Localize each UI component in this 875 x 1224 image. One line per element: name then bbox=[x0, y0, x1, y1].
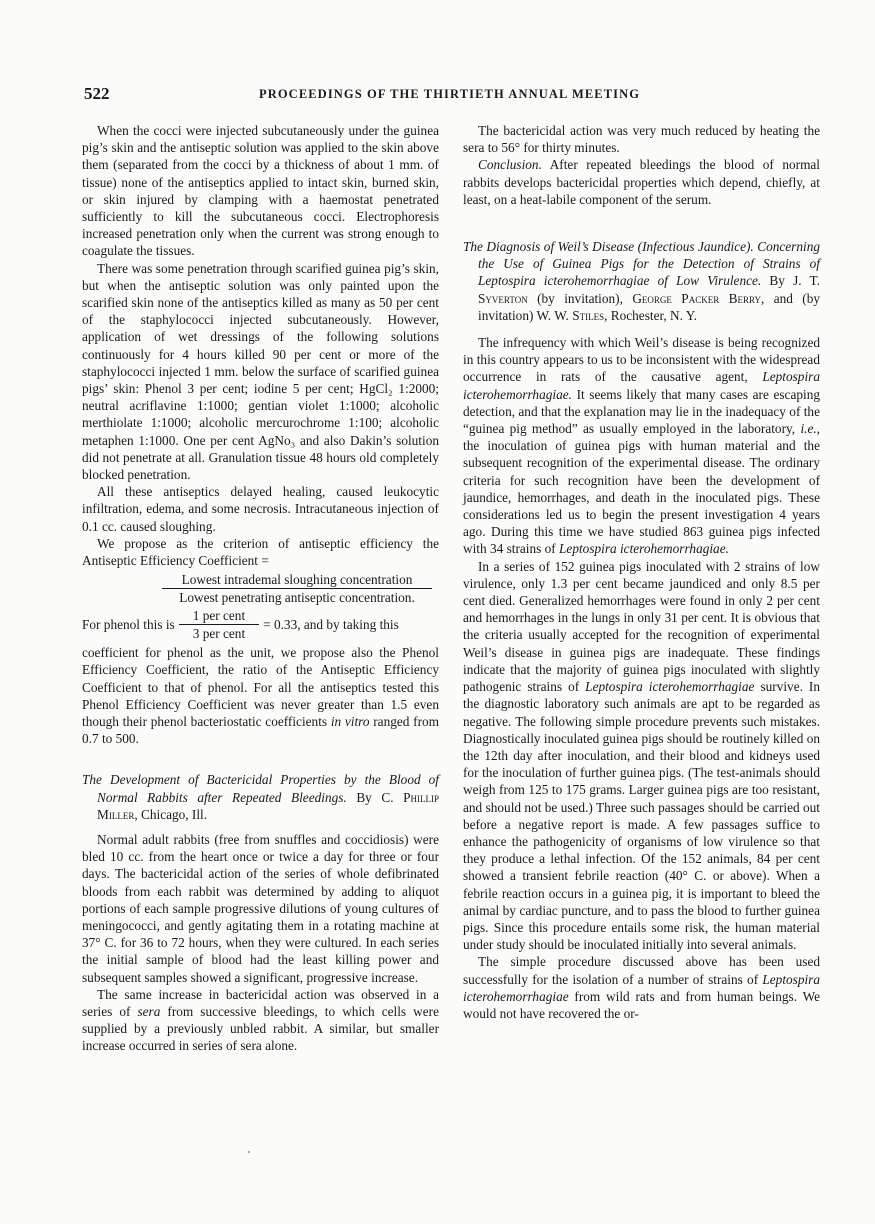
byline-by: By J. T. bbox=[769, 273, 821, 289]
text-run: the inoculation of guinea pigs with human material and the subsequent recognition of the experimental disease. The ordinary criteria for such recognition have been the development of jaundice, hemorrhages, and death in the inoculated pigs. These considerations led us to begin the present investigation 4 years ago. During this time we have studied 863 guinea pigs infected with 34 strains of bbox=[463, 438, 820, 557]
paragraph bbox=[463, 156, 820, 208]
coefficient-period: . bbox=[411, 590, 415, 606]
phenol-fraction bbox=[179, 607, 259, 642]
page-header bbox=[84, 84, 820, 108]
phenol-prefix: For phenol this is bbox=[82, 616, 175, 632]
author-name: C. Phillip Miller bbox=[97, 789, 440, 822]
italic-term: Leptospira icterohemorrhagiae. bbox=[559, 541, 729, 557]
phenol-result: = 0.33, and by taking this bbox=[263, 616, 399, 632]
section-title bbox=[82, 771, 439, 823]
paragraph bbox=[463, 334, 820, 558]
left-column bbox=[82, 122, 439, 1055]
coefficient-fraction bbox=[162, 571, 432, 606]
coefficient-denominator-text: Lowest penetrating antiseptic concentration bbox=[179, 590, 412, 606]
text-run: The same increase in bactericidal action was observed in a series of bbox=[82, 986, 439, 1019]
coefficient-numerator: Lowest intrademal sloughing concentration bbox=[162, 571, 432, 589]
phenol-numerator: 1 per cent bbox=[179, 607, 259, 625]
section-title-text: The Diagnosis of Weil’s Disease (Infectious Jaundice). Concerning the Use of Guinea Pigs for the Detection of Strains of Leptospira icterohemorrhagiae of Low Virulence. bbox=[463, 239, 820, 289]
text-run: coefficient for phenol as the unit, we propose also the Phenol Efficiency Coefficient, the ratio of the Antiseptic Efficiency Coefficient to that of phenol. For all the antiseptics tested this Phenol Efficiency Coefficient was never greater than 1.5 even though their phenol bacteriostatic coefficients bbox=[82, 645, 439, 729]
author-location: , Chicago, Ill. bbox=[134, 806, 208, 822]
author-name: Syverton bbox=[478, 290, 528, 306]
author-name: Stiles bbox=[572, 307, 605, 323]
paragraph: There was some penetration through scarified guinea pig’s skin, but when the antiseptic solution was only painted upon the scarified skin none of the antiseptics killed as many as 50 per cent of the staphylococci injected subcutaneously. However, application of wet dressings of the following solutions continuously for 4 hours killed 90 per cent or more of the staphylococci injected 1 mm. below the surface of scarified guinea pigs’ skin: Phenol 3 per cent; iodine 5 per cent; HgCl₂ 1:2000; neutral acriflavine 1:1000; gentian violet 1:1000; alcoholic merthiolate 1:1000; alcoholic mercurochrome 1:100; alcoholic metaphen 1:1000. One per cent AgNo₃ and also Dakin’s solution did not penetrate at all. Granulation tissue 48 hours old completely blocked penetration. bbox=[82, 260, 439, 483]
italic-term: Leptospira icterohemorrhagiae bbox=[585, 679, 755, 695]
paragraph bbox=[82, 986, 439, 1055]
section-title bbox=[463, 238, 820, 324]
phenol-denominator: 3 per cent bbox=[192, 625, 246, 641]
paragraph: We propose as the criterion of antiseptic efficiency the Antiseptic Efficiency Coefficient = bbox=[82, 535, 439, 569]
efficiency-coefficient-formula bbox=[82, 571, 439, 642]
text-run: from successive bleedings, to which cells were supplied by a previously unbled rabbit. A similar, but smaller increase occurred in series of sera alone. bbox=[82, 1003, 439, 1054]
text-run: The simple procedure discussed above has been used successfully for the isolation of a number of strains of bbox=[463, 954, 820, 987]
italic-term: sera bbox=[137, 1003, 161, 1019]
print-speck bbox=[248, 1151, 250, 1153]
paragraph: All these antiseptics delayed healing, caused leukocytic infiltration, edema, and some necrosis. Intracutaneous injection of 0.1 cc. caused sloughing. bbox=[82, 484, 439, 534]
coefficient-denominator bbox=[179, 589, 415, 606]
paragraph: The bactericidal action was very much reduced by heating the sera to 56° for thirty minutes. bbox=[463, 123, 820, 156]
byline-text: (by invitation), bbox=[537, 290, 623, 306]
byline-text: , and (by invitation) W. W. bbox=[478, 290, 821, 323]
right-column bbox=[463, 122, 820, 1022]
italic-term: i.e., bbox=[800, 421, 821, 437]
author-name: George Packer Berry bbox=[632, 290, 761, 306]
byline-by: By bbox=[356, 789, 372, 805]
conclusion-label: Conclusion. bbox=[478, 157, 542, 173]
running-head: PROCEEDINGS OF THE THIRTIETH ANNUAL MEETING bbox=[259, 87, 641, 101]
text-run: The infrequency with which Weil’s disease is being recognized in this country appears to us to be inconsistent with the widespread occurrence in rats of the causative agent, bbox=[463, 335, 820, 385]
paragraph bbox=[463, 953, 820, 1022]
author-location: , Rochester, N. Y. bbox=[604, 307, 697, 323]
phenol-equation bbox=[82, 607, 439, 642]
page-number: 522 bbox=[84, 84, 110, 103]
section-title-text: The Development of Bactericidal Properties by the Blood of Normal Rabbits after Repeated Bleedings. bbox=[82, 772, 439, 805]
text-run: In a series of 152 guinea pigs inoculated with 2 strains of low virulence, only 1.3 per cent became jaundiced and only 8.5 per cent died. Generalized hemorrhages were found in only 2 per cent and hemorrhages in the lungs in only 31 per cent. It is obvious that the criteria usually accepted for the recognition of experimental Weil’s disease in guinea pigs are inadequate. These findings indicate that the majority of guinea pigs inoculated with slightly pathogenic strains of bbox=[463, 558, 820, 695]
text-run: It seems likely that many cases are escaping detection, and that the explanation may lie in the inadequacy of the “guinea pig method” as usually employed in the laboratory, bbox=[463, 386, 820, 437]
text-run: After repeated bleedings the blood of normal rabbits develops bactericidal properties which depend, chiefly, at least, on a heat-labile component of the serum. bbox=[463, 157, 821, 207]
paragraph bbox=[463, 558, 820, 954]
paragraph bbox=[82, 644, 439, 747]
paragraph: When the cocci were injected subcutaneously under the guinea pig’s skin and the antiseptic solution was applied to the skin above them (separated from the cocci by a thickness of about 1 mm. of tissue) none of the antiseptics applied to intact skin, burned skin, or skin injured by clamping with a haemostat penetrated sufficiently to kill the subcutaneous cocci. Electrophoresis increased penetration only when the current was strong enough to coagulate the tissues. bbox=[82, 123, 439, 259]
italic-term: Leptospira icterohemorrhagiae bbox=[463, 971, 821, 1004]
text-run: from wild rats and from human beings. We would not have recovered the or- bbox=[463, 988, 820, 1021]
italic-term: Leptospira icterohemorrhagiae. bbox=[463, 369, 820, 402]
text-run: ranged from 0.7 to 500. bbox=[82, 713, 440, 747]
italic-term: in vitro bbox=[330, 713, 370, 729]
paragraph: Normal adult rabbits (free from snuffles and coccidiosis) were bled 10 cc. from the heart once or twice a day for three or four days. The bactericidal action of the series of whole defibrinated bloods from each rabbit was determined by adding to aliquot portions of each sample progressive dilutions of young cultures of meningococci, and gently agitating them in a rotating machine at 37° C. for 36 to 72 hours, when they were cultured. In each series the initial sample of blood had the least killing power and subsequent samples showed a significant, progressive increase. bbox=[82, 831, 439, 985]
text-run: survive. In the diagnostic laboratory such animals are apt to be regarded as negative. The following simple procedure prevents such mistakes. Diagnostically inoculated guinea pigs should be routinely killed on the 12th day after inoculation, and their blood and kidneys used for the inoculation of further guinea pigs. (The test-animals should weigh from 125 to 175 grams. Larger guinea pigs are too resistant, and should not be used.) Three such passages should be carried out before a negative report is made. A few passages suffice to enhance the pathogenicity of organisms of low virulence so that they produce a lethal infection. Of the 152 animals, 84 per cent showed a transient febrile reaction (40° C. or above). When a febrile reaction occurs in a guinea pig, it is important to bleed the animal by cardiac puncture, and to pass the blood to further guinea pigs. Since this procedure entails some risk, the human material under study should be inoculated initially into several animals. bbox=[463, 679, 821, 953]
